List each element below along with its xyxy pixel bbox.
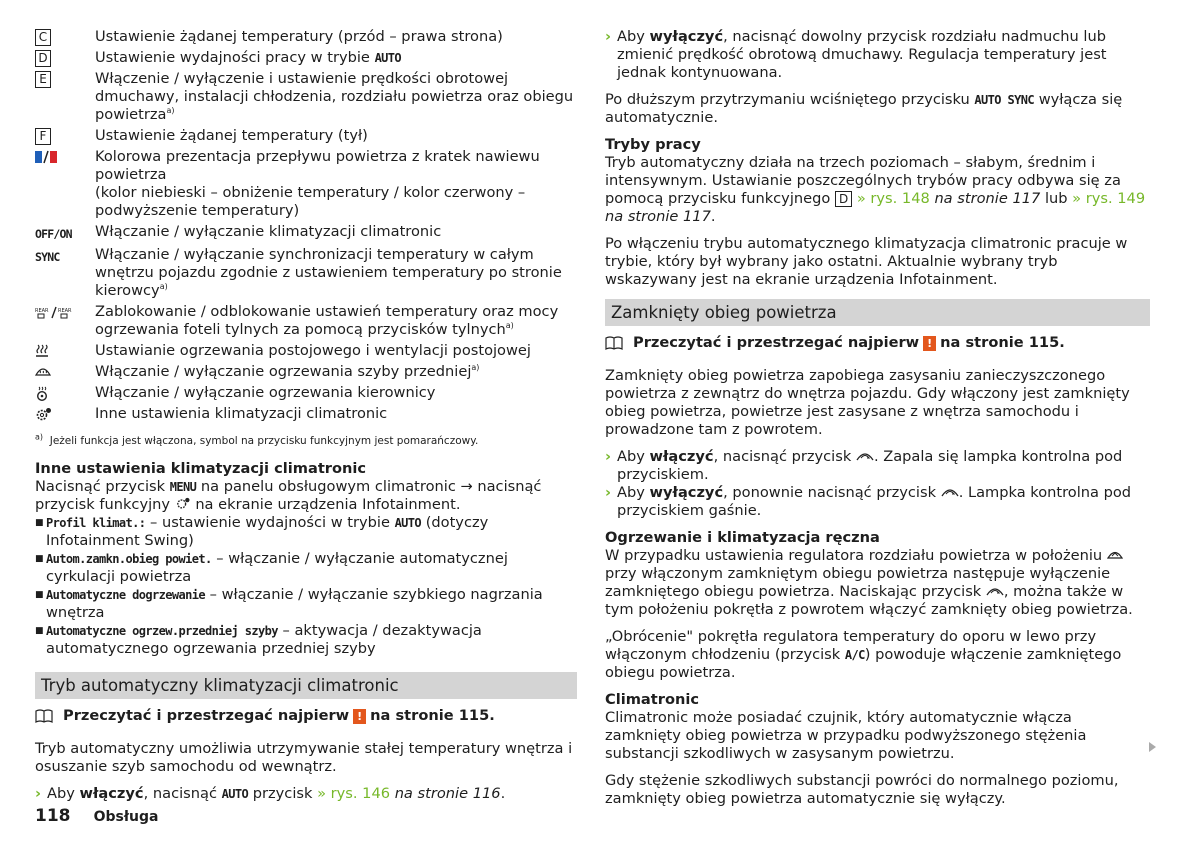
text-span: . Lampka kontrolna pod przyciskiem gaśnie.: [617, 484, 1132, 519]
def-row-offon: [35, 223, 577, 243]
arrow-bullet-icon: ›: [605, 448, 612, 465]
parking-heater-icon: [35, 344, 49, 359]
bullet-square-icon: ■: [35, 518, 44, 528]
def-row-airflow: [35, 148, 577, 220]
turn-paragraph: [605, 628, 1150, 682]
def-text: Włączanie / wyłączanie ogrzewania kierownicy: [95, 384, 436, 401]
list-item: [605, 448, 1150, 484]
def-text: Włączanie / wyłączanie ogrzewania szyby przedniej: [95, 363, 472, 380]
menu-label: MENU: [169, 480, 197, 494]
auto-label: AUTO: [394, 516, 422, 530]
airflow-color-icon: [35, 150, 57, 164]
steering-wheel-heating-icon: [35, 386, 49, 401]
manual-paragraph: [605, 547, 1150, 619]
menu-option-label: Autom.zamkn.obieg powiet.: [46, 552, 212, 566]
text-span: Przeczytać i przestrzegać najpierw: [63, 707, 350, 724]
rear-lock-icon: [35, 305, 75, 319]
text-span: – włączanie / wyłączanie szybkiego nagrzania wnętrza: [46, 586, 543, 621]
footnote-ref: a): [166, 106, 175, 116]
menu-option-label: Automatyczne ogrzew.przedniej szyby: [46, 624, 278, 638]
text-span: , ponownie nacisnąć przycisk: [723, 484, 937, 501]
key-e: E: [35, 71, 51, 88]
climate-settings-icon: [175, 497, 191, 510]
manual-heading: Ogrzewanie i klimatyzacja ręczna: [605, 529, 880, 546]
arrow-bullet-icon: ›: [605, 28, 612, 45]
list-item: [35, 586, 577, 622]
other-settings-paragraph: [35, 478, 577, 514]
other-settings-heading: Inne ustawienia klimatyzacji climatronic: [35, 460, 367, 477]
key-d: D: [835, 191, 852, 207]
text-span: Po dłuższym przytrzymaniu wciśniętego przycisku: [605, 91, 970, 108]
text-span: – włączanie / wyłączanie automatycznej cyrkulacji powietrza: [46, 550, 508, 585]
text-span: na ekranie urządzenia Infotainment.: [195, 496, 461, 513]
warning-icon: !: [923, 336, 936, 351]
arrow-bullet-icon: ›: [35, 785, 42, 802]
def-row-windscreen: [35, 363, 577, 381]
def-text: Włączenie / wyłączenie i ustawienie prędkości obrotowej dmuchawy, instalacji chłodzenia, rozdziału powietrza oraz obiegu powietrza: [95, 70, 574, 123]
sync-label: SYNC: [35, 250, 60, 264]
text-span: , nacisnąć przycisk: [713, 448, 852, 465]
text-span: (dotyczy Infotainment Swing): [46, 514, 489, 549]
auto-sync-label: AUTO SYNC: [974, 93, 1035, 107]
footnote-ref: a): [505, 321, 514, 331]
list-item: [35, 785, 577, 803]
key-f: F: [35, 128, 51, 145]
text-span: włączyć: [649, 448, 714, 465]
text-span: W przypadku ustawienia regulatora rozdziału powietrza w położeniu: [605, 547, 1103, 564]
book-icon: [605, 336, 623, 350]
modes-heading: Tryby pracy: [605, 136, 701, 153]
auto-label: AUTO: [221, 787, 249, 801]
bullet-square-icon: ■: [35, 590, 44, 600]
text-span: – aktywacja / dezaktywacja automatycznego ogrzewania przedniej szyby: [46, 622, 482, 657]
text-span: przy włączonym zamkniętym obiegu powietrza następuje wyłączenie zamkniętego obiegu powietrza. Naciskając przycisk: [605, 565, 1111, 600]
text-span: Przeczytać i przestrzegać najpierw: [633, 334, 920, 351]
text-span: na panelu obsługowym climatronic → nacisnąć przycisk funkcyjny: [35, 478, 542, 513]
climatronic-paragraph: Climatronic może posiadać czujnik, który automatycznie włącza zamknięty obieg powietrza w przypadku podwyższonego stężenia substancji szkodliwych w zasysanym powietrzu.: [605, 709, 1087, 762]
recirculation-icon: [986, 586, 1004, 596]
footnote-ref: a): [159, 282, 168, 292]
footnote-mark: a): [35, 432, 44, 442]
warning-reference: [35, 707, 577, 725]
text-span: Nacisnąć przycisk: [35, 478, 166, 495]
text-span: , nacisnąć: [143, 785, 217, 802]
page-footer: [35, 806, 158, 826]
text-span: – ustawienie wydajności w trybie: [150, 514, 390, 531]
figure-link[interactable]: » rys. 146: [317, 785, 391, 802]
climate-settings-icon: [35, 407, 52, 422]
auto-mode-paragraph: Tryb automatyczny umożliwia utrzymywanie stałej temperatury wnętrza i osuszanie szyb samochodu od wewnątrz.: [35, 740, 573, 775]
footnote: [35, 432, 577, 450]
def-row-f: [35, 127, 577, 145]
right-column: [605, 28, 1150, 817]
footnote-ref: a): [471, 363, 480, 373]
footnote-text: Jeżeli funkcja jest włączona, symbol na przycisku funkcyjnym jest pomarańczowy.: [49, 435, 479, 447]
text-span: lub: [1044, 190, 1068, 207]
continue-arrow-icon: [1149, 742, 1156, 752]
def-text: Ustawienie żądanej temperatury (tył): [95, 127, 368, 144]
menu-option-label: Profil klimat.:: [46, 516, 146, 530]
def-row-rear-lock: [35, 303, 577, 339]
text-span: . Zapala się lampka kontrolna pod przyciskiem.: [617, 448, 1123, 483]
def-text: Ustawienie wydajności pracy w trybie: [95, 49, 370, 66]
recirculation-icon: [941, 487, 959, 497]
def-text: Ustawianie ogrzewania postojowego i wentylacji postojowej: [95, 342, 531, 359]
hold-paragraph: [605, 91, 1150, 127]
bullet-square-icon: ■: [35, 626, 44, 636]
def-row-sync: [35, 246, 577, 300]
figure-link[interactable]: » rys. 149: [1072, 190, 1146, 207]
svg-text:REAR: REAR: [35, 308, 49, 314]
page-ref: na stronie 117: [934, 190, 1041, 207]
text-span: Aby: [47, 785, 75, 802]
text-span: na stronie: [370, 707, 454, 724]
def-text: Ustawienie żądanej temperatury (przód – prawa strona): [95, 28, 503, 45]
list-item: [605, 28, 1150, 82]
windscreen-airflow-icon: [1107, 549, 1123, 561]
figure-link[interactable]: » rys. 148: [856, 190, 930, 207]
section-heading: Zamknięty obieg powietrza: [605, 299, 1150, 326]
def-text: Zablokowanie / odblokowanie ustawień temperatury oraz mocy ogrzewania foteli tylnych za pomocą przycisków tylnych: [95, 303, 559, 338]
ac-label: A/C: [844, 648, 865, 662]
climatronic-heading: Climatronic: [605, 691, 700, 708]
auto-label: AUTO: [374, 51, 402, 65]
page-ref: na stronie 117: [605, 208, 711, 225]
list-item: [35, 514, 577, 550]
text-span: wyłączyć: [649, 28, 724, 45]
def-row-e: [35, 70, 577, 124]
menu-option-label: Automatyczne dogrzewanie: [46, 588, 205, 602]
bullet-square-icon: ■: [35, 554, 44, 564]
key-c: C: [35, 29, 51, 46]
text-span: Aby: [617, 448, 645, 465]
list-item: [35, 550, 577, 586]
text-span: przycisk: [252, 785, 313, 802]
warning-icon: !: [353, 709, 366, 724]
def-text: Włączanie / wyłączanie klimatyzacji climatronic: [95, 223, 442, 240]
svg-text:REAR: REAR: [58, 308, 72, 314]
def-row-steering-heater: [35, 384, 577, 402]
def-text: Inne ustawienia klimatyzacji climatronic: [95, 405, 388, 422]
recirculation-icon: [856, 451, 874, 461]
climatronic-paragraph-2: Gdy stężenie szkodliwych substancji powróci do normalnego poziomu, zamknięty obieg powietrza automatycznie się wyłączy.: [605, 772, 1119, 807]
text-span: na stronie: [940, 334, 1024, 351]
section-heading: Tryb automatyczny klimatyzacji climatronic: [35, 672, 577, 699]
text-span: wyłączyć: [649, 484, 724, 501]
def-row-parking-heater: [35, 342, 577, 360]
text-span: włączyć: [79, 785, 144, 802]
text-span: .: [500, 785, 506, 802]
after-paragraph: Po włączeniu trybu automatycznego klimatyzacja climatronic pracuje w trybie, który był wybrany jako ostatni. Aktualnie wybrany tryb wskazywany jest na ekranie urządzenia Infotainment.: [605, 235, 1128, 288]
text-span: .: [710, 208, 716, 225]
text-span: , nacisnąć dowolny przycisk rozdziału nadmuchu lub zmienić prędkość obrotową dmuchawy. Regulacja temperatury jest jednak kontynuowana.: [617, 28, 1107, 81]
text-span: ) powoduje włączenie zamkniętego obiegu powietrza.: [605, 646, 1122, 681]
warning-reference: [605, 334, 1150, 352]
page-number: 118: [35, 806, 71, 826]
text-span: „Obrócenie" pokrętła regulatora temperatury do oporu w lewo przy włączonym chłodzeniu (przycisk: [605, 628, 1097, 663]
key-d: D: [35, 50, 51, 67]
text-span: Aby: [617, 484, 645, 501]
text-span: , można także w tym położeniu pokrętła z powrotem włączyć zamknięty obieg powietrza.: [605, 583, 1133, 618]
def-text: Kolorowa prezentacja przepływu powietrza z kratek nawiewu powietrza (kolor niebieski – obniżenie temperatury / kolor czerwony – podwyższenie temperatury): [95, 148, 540, 219]
page-ref: na stronie 116: [394, 785, 501, 802]
windscreen-heating-icon: [35, 365, 51, 378]
def-row-c: [35, 28, 577, 46]
list-item: [605, 484, 1150, 520]
modes-paragraph: [605, 154, 1150, 226]
book-icon: [35, 709, 53, 723]
text-span: Aby: [617, 28, 645, 45]
closed-circuit-paragraph: Zamknięty obieg powietrza zapobiega zasysaniu zanieczyszczonego powietrza z zewnątrz do wnętrza pojazdu. Gdy włączony jest zamknięty obieg powietrza, powietrze jest zasysane z wnętrza samochodu i prowadzone tam z powrotem.: [605, 367, 1130, 438]
text-span: wyłącza się automatycznie.: [605, 91, 1123, 126]
def-row-d: [35, 49, 577, 67]
left-column: [35, 28, 577, 803]
list-item: [35, 622, 577, 658]
text-span: Tryb automatyczny działa na trzech poziomach – słabym, średnim i intensywnym. Ustawianie poszczególnych trybów pracy odbywa się za pomocą przycisku funkcyjnego: [605, 154, 1121, 207]
page-ref: 115.: [458, 707, 495, 724]
arrow-bullet-icon: ›: [605, 484, 612, 501]
def-row-settings: [35, 405, 577, 423]
chapter-label: Obsługa: [93, 809, 159, 825]
off-on-label: OFF/ON: [35, 227, 72, 241]
def-text: Włączanie / wyłączanie synchronizacji temperatury w całym wnętrzu pojazdu zgodnie z ustawieniem temperatury po stronie kierowcy: [95, 246, 562, 299]
page-ref: 115.: [1028, 334, 1065, 351]
